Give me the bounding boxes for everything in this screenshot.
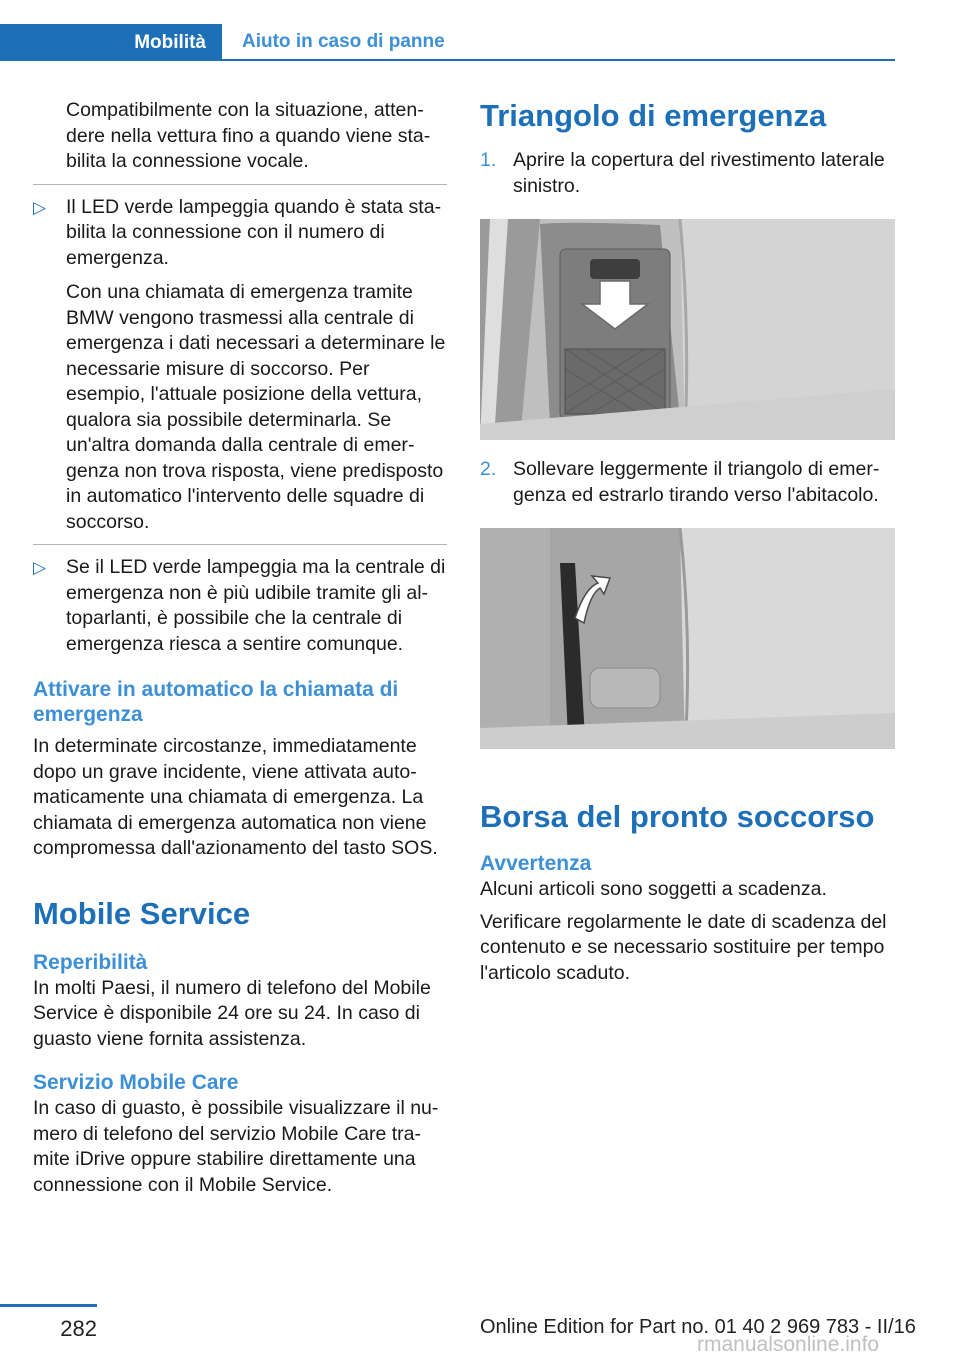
- chapter-tab[interactable]: Aiuto in caso di panne: [222, 24, 895, 61]
- bullet-item: [33, 195, 447, 536]
- avvertenza-heading: Avvertenza: [480, 852, 592, 875]
- divider: [33, 544, 447, 545]
- mobile-service-heading: Mobile Service: [33, 895, 251, 931]
- page-header: [0, 24, 895, 61]
- trim-cover-photo: [480, 219, 895, 440]
- bullet-text: Il LED verde lampeggia quando è stata stabilita la connessione con il numero di emergenza.: [66, 195, 442, 269]
- reperibilita-heading: Reperibilità: [33, 950, 148, 974]
- bullet-text: Se il LED verde lampeggia ma la centrale di emergenza non è più udibile tramite gli altoparlanti, è possibile che la centrale di emergenza riesca a sentire comunque.: [66, 556, 446, 655]
- triangle-extraction-photo: [480, 528, 895, 749]
- section-tab[interactable]: Mobilità: [0, 24, 222, 61]
- watermark-text: rmanualsonline.info: [697, 1333, 880, 1356]
- avvertenza-text-1: Alcuni articoli sono soggetti a scadenza.: [480, 878, 827, 900]
- divider: [33, 184, 447, 185]
- triangle-heading: Triangolo di emergenza: [480, 98, 827, 133]
- avvertenza-text-2: Verificare regolarmente le date di scadenza del contenuto e se necessario sostituire per tempo l'articolo scaduto.: [480, 910, 887, 984]
- mobile-care-text: In caso di guasto, è possibile visualizzare il numero di telefono del servizio Mobile Care tramite iDrive oppure stabilire direttamente una connessione con il Mobile Service.: [33, 1097, 439, 1196]
- edition-text: Online Edition for Part no. 01 40 2 969 783 - II/16: [480, 1316, 916, 1338]
- triangle-bullet-icon: ▷: [33, 558, 47, 577]
- auto-call-heading: Attivare in automatico la chiamata di emergenza: [33, 678, 399, 726]
- right-column: [480, 98, 895, 986]
- bullet-extra-text: Con una chiamata di emergenza tramite BMW vengono trasmessi alla centrale di emergenza i dati necessari a determinare le necessarie misure di soccorso. Per esempio, l'attuale posizione della vettura, qualora sia possibile determinarla. Se un'altra domanda dalla centrale di emergenza non trova risposta, viene predisposto in automatico l'intervento delle squadre di soccorso.: [66, 281, 446, 533]
- first-aid-heading: Borsa del pronto soccorso: [480, 799, 875, 834]
- step-text: Aprire la copertura del rivestimento laterale sinistro.: [513, 149, 885, 197]
- step-item: [480, 457, 895, 508]
- page-number: 282: [60, 1316, 97, 1341]
- mobile-care-heading: Servizio Mobile Care: [33, 1071, 239, 1094]
- step-item: [480, 148, 895, 199]
- step-number: 2.: [480, 458, 497, 480]
- bullet-item: [33, 555, 447, 657]
- triangle-bullet-icon: ▷: [33, 197, 47, 217]
- step-number: 1.: [480, 149, 497, 171]
- footer-rule: [0, 1304, 97, 1307]
- reperibilita-text: In molti Paesi, il numero di telefono del Mobile Service è disponibile 24 ore su 24. In caso di guasto viene fornita assistenza.: [33, 976, 431, 1050]
- left-column: [33, 98, 447, 1198]
- continued-paragraph: Compatibilmente con la situazione, attendere nella vettura fino a quando viene stabilita la connessione vocale.: [66, 99, 431, 172]
- auto-call-text: In determinate circostanze, immediatamente dopo un grave incidente, viene attivata automaticamente una chiamata di emergenza. La chiamata di emergenza automatica non viene compromessa dall'azionamento del tasto SOS.: [33, 735, 438, 859]
- step-text: Sollevare leggermente il triangolo di emergenza ed estrarlo tirando verso l'abitacolo.: [513, 458, 880, 506]
